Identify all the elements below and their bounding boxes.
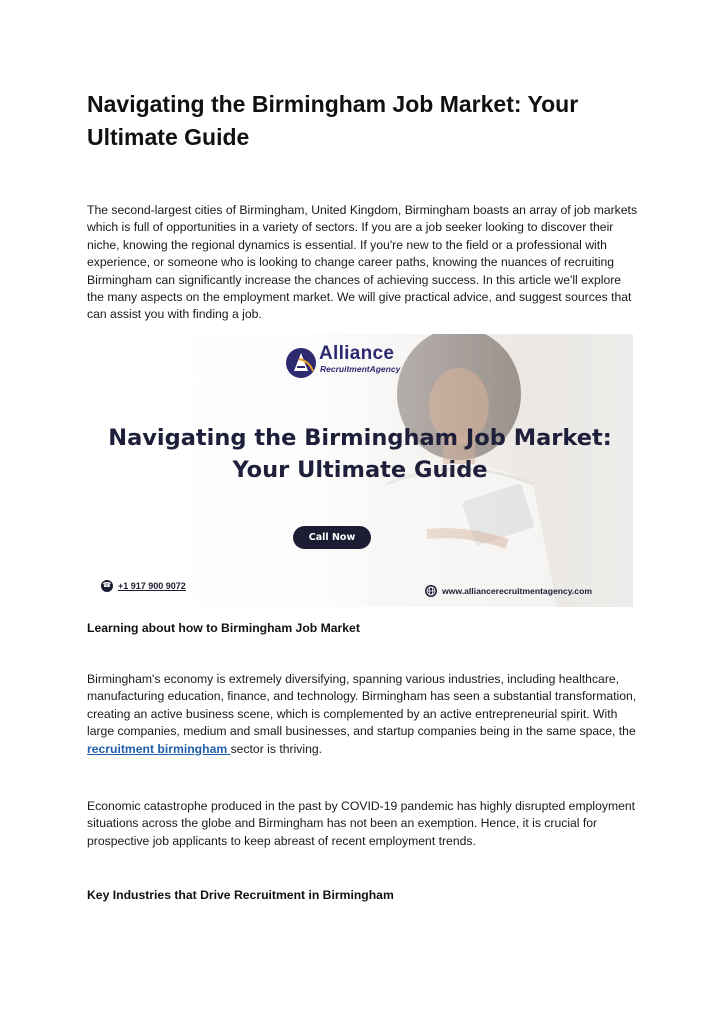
phone-contact[interactable] [101, 579, 186, 593]
banner-title [87, 422, 633, 486]
website-url: www.alliancerecruitmentagency.com [442, 586, 592, 596]
economy-text-before-link: Birmingham's economy is extremely diversifying, spanning various industries, including healthcare, manufacturing education, finance, and technology. Birmingham has seen a substantial transformation, creating an active business scene, which is complemented by an active entrepreneurial spirit. With large companies, medium and small businesses, and startup companies being in the same space, the [87, 672, 637, 739]
economy-paragraph [87, 671, 639, 758]
banner-image [87, 334, 633, 607]
recruitment-birmingham-link[interactable]: recruitment birmingham [87, 741, 231, 756]
banner-title-line-1: Navigating the Birmingham Job Market: [108, 425, 612, 451]
section-heading-key-industries: Key Industries that Drive Recruitment in Birmingham [87, 888, 394, 902]
globe-icon [425, 585, 437, 597]
website-contact[interactable] [425, 584, 592, 598]
page-title: Navigating the Birmingham Job Market: Your Ultimate Guide [87, 91, 579, 150]
covid-paragraph: Economic catastrophe produced in the past by COVID-19 pandemic has highly disrupted employment situations across the globe and Birmingham has not been an exemption. Hence, it is crucial for prospective job applicants to keep abreast of recent employment trends. [87, 799, 636, 848]
intro-paragraph: The second-largest cities of Birmingham, United Kingdom, Birmingham boasts an array of job markets which is full of opportunities in a variety of sectors. If you are a job seeker looking to discover their niche, knowing the regional dynamics is essential. If you're new to the field or a professional with experience, or someone who is looking to change career paths, knowing the nuances of recruiting Birmingham can significantly increase the chances of achieving success. In this article we'll explore the many aspects on the employment market. We will give practical advice, and suggest sources that can assist you with finding a job. [87, 203, 638, 322]
economy-text-after-link: sector is thriving. [230, 741, 323, 756]
phone-number: +1 917 900 9072 [118, 581, 186, 591]
logo-name: Alliance [319, 343, 395, 364]
call-now-button[interactable]: Call Now [293, 526, 371, 549]
banner-title-line-2: Your Ultimate Guide [232, 457, 488, 483]
phone-icon: ☎ [101, 580, 113, 592]
section-heading-learning: Learning about how to Birmingham Job Market [87, 621, 360, 635]
logo-subtitle: RecruitmentAgency [320, 364, 401, 374]
